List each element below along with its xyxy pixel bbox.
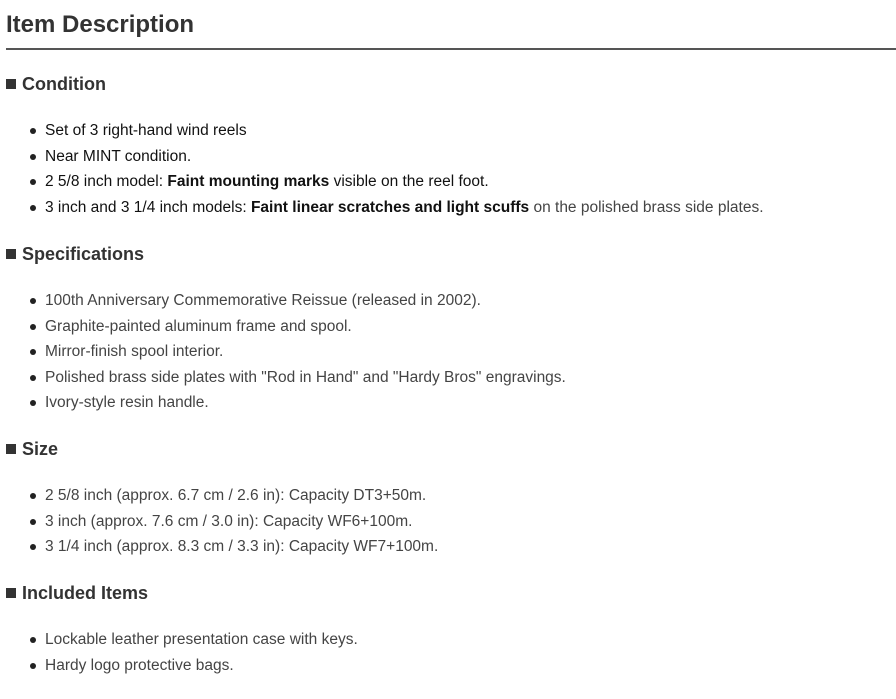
section-heading-label: Included Items <box>22 583 149 603</box>
list-item <box>0 288 566 314</box>
size-list <box>0 483 438 560</box>
list-item <box>0 390 566 416</box>
bullet-dot-icon <box>30 298 36 304</box>
list-item-text: 3 inch and 3 1/4 inch models: <box>45 198 251 216</box>
list-item <box>0 534 438 560</box>
section-heading-label: Condition <box>22 74 106 94</box>
list-item <box>0 365 566 391</box>
list-item-text: 100th Anniversary Commemorative Reissue (released in 2002). <box>45 292 481 309</box>
condition-list <box>0 118 764 220</box>
list-item <box>0 653 358 679</box>
page-title: Item Description <box>6 11 195 38</box>
list-item-text: Polished brass side plates with "Rod in Hand" and "Hardy Bros" engravings. <box>45 368 566 386</box>
square-bullet-icon <box>6 444 16 454</box>
bullet-dot-icon <box>30 544 36 550</box>
bullet-dot-icon <box>30 400 36 406</box>
list-item-text: Ivory-style resin handle. <box>45 394 209 412</box>
list-item <box>0 144 764 170</box>
list-item <box>0 509 438 535</box>
list-item-text: 2 5/8 inch model: <box>45 173 168 191</box>
bullet-dot-icon <box>30 324 36 330</box>
section-heading-label: Specifications <box>22 244 145 264</box>
section-heading-size <box>6 438 58 460</box>
square-bullet-icon <box>6 588 16 598</box>
list-item-text: Mirror-finish spool interior. <box>45 343 224 361</box>
list-item-text: 3 inch (approx. 7.6 cm / 3.0 in): Capacity WF6+100m. <box>45 512 413 530</box>
list-item-text: Lockable leather presentation case with keys. <box>45 631 358 648</box>
list-item-text: on the polished brass side plates. <box>529 198 764 216</box>
list-item <box>0 195 764 221</box>
bullet-dot-icon <box>30 128 36 134</box>
section-heading-condition <box>6 73 106 95</box>
emphasis-text: Faint linear scratches and light scuffs <box>250 198 530 216</box>
section-heading-specifications <box>6 243 144 265</box>
square-bullet-icon <box>6 79 16 89</box>
list-item-text: Hardy logo protective bags. <box>45 656 234 674</box>
list-item <box>0 118 764 144</box>
list-item-text: Near MINT condition. <box>45 147 192 165</box>
list-item <box>0 339 566 365</box>
bullet-dot-icon <box>30 493 36 499</box>
bullet-dot-icon <box>30 205 36 211</box>
bullet-dot-icon <box>30 349 36 355</box>
list-item-text: visible on the reel foot. <box>329 173 489 191</box>
specifications-list <box>0 288 566 416</box>
section-heading-included-items <box>6 582 148 604</box>
list-item-text: Graphite-painted aluminum frame and spool. <box>45 317 352 335</box>
list-item-text: 2 5/8 inch (approx. 6.7 cm / 2.6 in): Capacity DT3+50m. <box>45 487 427 504</box>
bullet-dot-icon <box>30 154 36 160</box>
bullet-dot-icon <box>30 637 36 643</box>
included-items-list <box>0 627 358 678</box>
bullet-dot-icon <box>30 375 36 381</box>
square-bullet-icon <box>6 249 16 259</box>
list-item <box>0 314 566 340</box>
bullet-dot-icon <box>30 663 36 669</box>
section-heading-label: Size <box>22 439 59 459</box>
list-item <box>0 483 438 509</box>
list-item <box>0 169 764 195</box>
bullet-dot-icon <box>30 179 36 185</box>
bullet-dot-icon <box>30 519 36 525</box>
list-item <box>0 627 358 653</box>
list-item-text: Set of 3 right-hand wind reels <box>45 122 247 139</box>
title-divider <box>6 48 896 50</box>
emphasis-text: Faint mounting marks <box>167 173 330 191</box>
list-item-text: 3 1/4 inch (approx. 8.3 cm / 3.3 in): Capacity WF7+100m. <box>45 538 439 556</box>
